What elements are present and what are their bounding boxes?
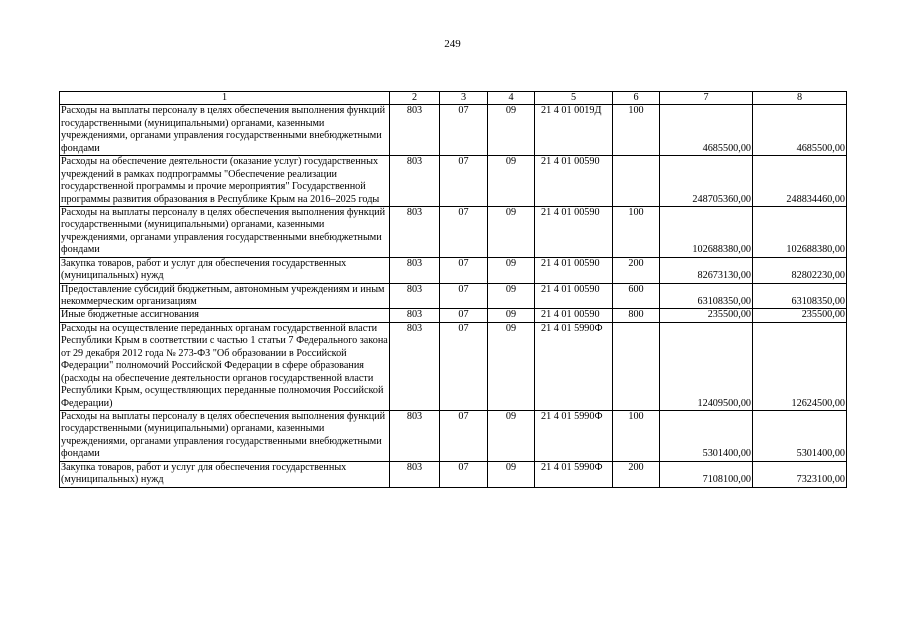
row-col2: 803 (390, 206, 440, 257)
row-name: Закупка товаров, работ и услуг для обеспечения государственных (муниципальных) нужд (60, 257, 390, 283)
row-col7: 102688380,00 (660, 206, 753, 257)
row-col5: 21 4 01 00590 (535, 283, 613, 309)
row-col6: 100 (613, 105, 660, 156)
row-col7: 4685500,00 (660, 105, 753, 156)
header-cell-8: 8 (753, 92, 847, 105)
row-col8: 5301400,00 (753, 410, 847, 461)
page-number: 249 (444, 38, 461, 50)
row-col5: 21 4 01 00590 (535, 206, 613, 257)
row-name: Расходы на обеспечение деятельности (оказание услуг) государственных учреждений в рамках подпрограммы "Обеспечение реализации государственной программы и прочие мероприятия" Государственной программы развития образования в Республике Крым на 2016–2025 годы (60, 156, 390, 207)
row-col5: 21 4 01 5990Ф (535, 410, 613, 461)
row-name: Расходы на осуществление переданных органам государственной власти Республики Крым в соответствии с частью 1 статьи 7 Федерального закона от 29 декабря 2012 года № 273-ФЗ "Об образовании в Российской Федерации" полномочий Российской Федерации в сфере образования (расходы на обеспечение деятельности органов государственной власти Республики Крым, осуществляющих переданные полномочия Российской Федерации) (61, 322, 388, 409)
row-col2: 803 (390, 105, 440, 156)
row-col5: 21 4 01 5990Ф (535, 322, 613, 410)
table-row (60, 322, 847, 410)
row-col6 (613, 322, 660, 410)
table-header-row (60, 92, 847, 105)
header-cell-3: 3 (440, 92, 488, 105)
table-row (60, 257, 847, 283)
row-col2: 803 (390, 461, 440, 487)
row-col6 (613, 156, 660, 207)
row-col8: 82802230,00 (753, 257, 847, 283)
row-col6: 800 (613, 309, 660, 322)
row-col6: 600 (613, 283, 660, 309)
table-row (60, 156, 847, 207)
row-col2: 803 (390, 309, 440, 322)
row-col3: 07 (440, 257, 488, 283)
header-cell-6: 6 (613, 92, 660, 105)
row-col8: 7323100,00 (753, 461, 847, 487)
row-name: Расходы на выплаты персоналу в целях обеспечения выполнения функций государственными (муниципальными) органами, казенными учреждениями, органами управления государственными внебюджетными фондами (60, 410, 390, 461)
table-row (60, 410, 847, 461)
row-col4: 09 (488, 322, 535, 410)
table-row (60, 105, 847, 156)
row-col8: 235500,00 (753, 309, 847, 322)
row-col5: 21 4 01 5990Ф (535, 461, 613, 487)
row-col3: 07 (440, 283, 488, 309)
row-col8: 12624500,00 (753, 322, 847, 410)
row-col2: 803 (390, 283, 440, 309)
row-col8: 102688380,00 (753, 206, 847, 257)
row-col2: 803 (390, 257, 440, 283)
row-name: Иные бюджетные ассигнования (60, 309, 390, 322)
row-col7: 248705360,00 (660, 156, 753, 207)
row-col2: 803 (390, 322, 440, 410)
row-col3: 07 (440, 105, 488, 156)
row-name: Закупка товаров, работ и услуг для обеспечения государственных (муниципальных) нужд (60, 461, 390, 487)
table-row (60, 206, 847, 257)
table-row (60, 309, 847, 322)
row-col8: 4685500,00 (753, 105, 847, 156)
header-cell-4: 4 (488, 92, 535, 105)
row-col6: 200 (613, 257, 660, 283)
budget-table (59, 91, 847, 488)
row-col4: 09 (488, 105, 535, 156)
row-col6: 100 (613, 206, 660, 257)
header-cell-5: 5 (535, 92, 613, 105)
row-col7: 82673130,00 (660, 257, 753, 283)
row-col3: 07 (440, 410, 488, 461)
row-col4: 09 (488, 257, 535, 283)
row-name: Предоставление субсидий бюджетным, автономным учреждениям и иным некоммерческим организациям (60, 283, 390, 309)
row-col8: 248834460,00 (753, 156, 847, 207)
header-cell-1: 1 (60, 92, 390, 105)
row-name: Расходы на выплаты персоналу в целях обеспечения выполнения функций государственными (муниципальными) органами, казенными учреждениями, органами управления государственными внебюджетными фондами (60, 105, 390, 156)
row-col5: 21 4 01 00590 (535, 156, 613, 207)
row-col7: 5301400,00 (660, 410, 753, 461)
row-name: Расходы на выплаты персоналу в целях обеспечения выполнения функций государственными (муниципальными) органами, казенными учреждениями, органами управления государственными внебюджетными фондами (60, 206, 390, 257)
row-col5: 21 4 01 00590 (535, 309, 613, 322)
row-col7: 63108350,00 (660, 283, 753, 309)
row-col3: 07 (440, 156, 488, 207)
row-col2: 803 (390, 410, 440, 461)
row-col4: 09 (488, 410, 535, 461)
row-col6: 100 (613, 410, 660, 461)
table-row (60, 283, 847, 309)
header-cell-7: 7 (660, 92, 753, 105)
row-col7: 7108100,00 (660, 461, 753, 487)
row-col3: 07 (440, 206, 488, 257)
row-col2: 803 (390, 156, 440, 207)
table-row (60, 461, 847, 487)
header-cell-2: 2 (390, 92, 440, 105)
row-col4: 09 (488, 156, 535, 207)
row-col4: 09 (488, 283, 535, 309)
row-col7: 235500,00 (660, 309, 753, 322)
row-col3: 07 (440, 309, 488, 322)
row-col8: 63108350,00 (753, 283, 847, 309)
row-col7: 12409500,00 (660, 322, 753, 410)
row-col3: 07 (440, 322, 488, 410)
row-col3: 07 (440, 461, 488, 487)
row-col4: 09 (488, 206, 535, 257)
row-col6: 200 (613, 461, 660, 487)
row-col4: 09 (488, 461, 535, 487)
row-col5: 21 4 01 00590 (535, 257, 613, 283)
row-col5: 21 4 01 0019Д (535, 105, 613, 156)
row-col4: 09 (488, 309, 535, 322)
